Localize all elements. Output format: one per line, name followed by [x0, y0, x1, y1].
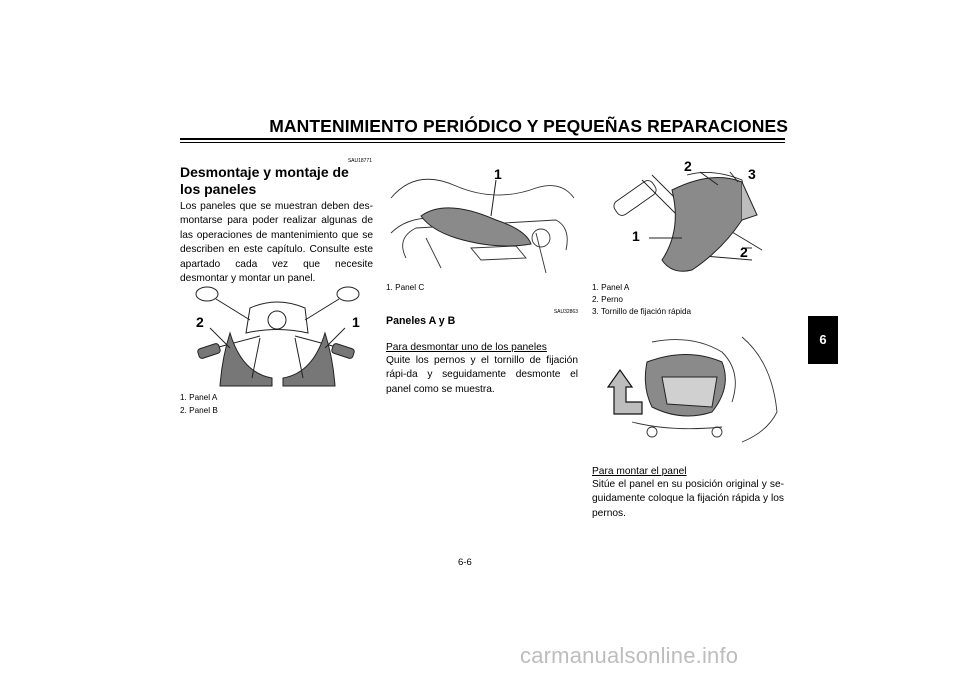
callout-1: 1 — [494, 166, 502, 182]
chapter-tab: 6 — [808, 316, 838, 364]
callout-2: 2 — [684, 158, 692, 174]
header-rule — [180, 138, 785, 140]
figure-handlebar-panels — [180, 278, 375, 386]
section-heading: Paneles A y B — [386, 315, 456, 327]
caption-item: 1. Panel C — [386, 283, 425, 292]
caption-item: 1. Panel A — [592, 283, 630, 292]
page-header-title: MANTENIMIENTO PERIÓDICO Y PEQUEÑAS REPARACIONES — [269, 116, 788, 136]
section-code: SAU18771 — [347, 158, 372, 164]
subheading: Para desmontar uno de los paneles — [386, 342, 547, 353]
procedure-paragraph: Quite los pernos y el tornillo de fijación rápi-da y seguidamente desmonte el panel como se muestra. — [386, 355, 578, 395]
header-rule-thin — [180, 142, 785, 143]
section-code: SAU32863 — [553, 309, 578, 315]
page-number: 6-6 — [458, 557, 472, 568]
callout-2: 2 — [196, 314, 204, 330]
figure-panel-removal — [592, 332, 782, 447]
caption-item: 2. Perno — [592, 295, 623, 304]
subheading: Para montar el panel — [592, 466, 687, 477]
callout-3: 3 — [748, 166, 756, 182]
caption-item: 2. Panel B — [180, 406, 218, 415]
caption-item: 3. Tornillo de fijación rápida — [592, 307, 692, 316]
caption-item: 1. Panel A — [180, 393, 218, 402]
intro-paragraph: Los paneles que se muestran deben des-montarse para poder realizar algunas de las operaciones de mantenimiento que se describen en este capítulo. Consulte este apartado cada vez que necesite desmontar y montar un panel. — [180, 201, 373, 285]
procedure-paragraph: Sitúe el panel en su posición original y se-guidamente coloque la fijación rápida y los pernos. — [592, 479, 784, 519]
callout-1: 1 — [352, 314, 360, 330]
section-heading: Desmontaje y montaje de los paneles — [180, 164, 349, 197]
callout-2: 2 — [740, 244, 748, 260]
figure-seat-panel-c — [386, 158, 576, 278]
callout-1: 1 — [632, 228, 640, 244]
watermark-text: carmanualsonline.info — [520, 643, 739, 668]
